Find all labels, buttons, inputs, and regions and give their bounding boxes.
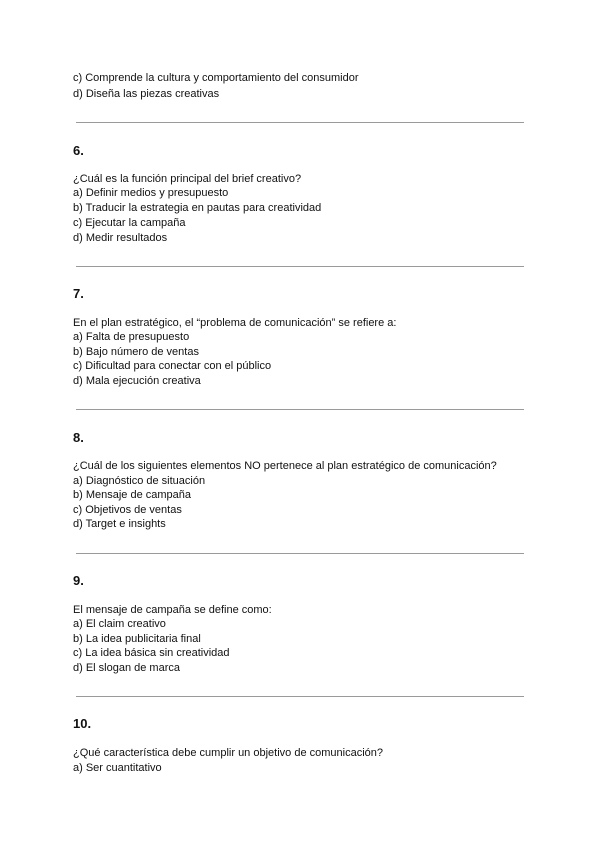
option-d: d) El slogan de marca bbox=[73, 662, 180, 674]
option-b: b) La idea publicitaria final bbox=[73, 633, 201, 645]
option-a: a) Falta de presupuesto bbox=[73, 331, 190, 343]
option-a: a) El claim creativo bbox=[73, 618, 166, 630]
question-number: 10. bbox=[73, 716, 92, 731]
question-prompt: ¿Qué característica debe cumplir un objetivo de comunicación? bbox=[73, 747, 383, 759]
option-d: d) Diseña las piezas creativas bbox=[73, 88, 220, 100]
option-c: c) Ejecutar la campaña bbox=[73, 217, 186, 229]
option-c: c) Dificultad para conectar con el público bbox=[73, 360, 272, 372]
question-number: 8. bbox=[73, 430, 84, 445]
option-b: b) Mensaje de campaña bbox=[73, 489, 192, 501]
question-number: 6. bbox=[73, 143, 84, 158]
option-d: d) Mala ejecución creativa bbox=[73, 375, 201, 387]
divider bbox=[76, 266, 524, 267]
question-prompt: En el plan estratégico, el “problema de comunicación” se refiere a: bbox=[73, 317, 397, 329]
option-a: a) Ser cuantitativo bbox=[73, 762, 162, 774]
divider bbox=[76, 122, 524, 123]
divider bbox=[76, 553, 524, 554]
option-a: a) Diagnóstico de situación bbox=[73, 475, 206, 487]
divider bbox=[76, 409, 524, 410]
option-b: b) Traducir la estrategia en pautas para creatividad bbox=[73, 202, 322, 214]
question-number: 9. bbox=[73, 573, 84, 588]
question-prompt: ¿Cuál de los siguientes elementos NO pertenece al plan estratégico de comunicación? bbox=[73, 460, 497, 472]
question-prompt: ¿Cuál es la función principal del brief creativo? bbox=[73, 173, 302, 185]
question-prompt: El mensaje de campaña se define como: bbox=[73, 604, 272, 616]
divider bbox=[76, 696, 524, 697]
option-a: a) Definir medios y presupuesto bbox=[73, 187, 229, 199]
option-c: c) Objetivos de ventas bbox=[73, 504, 182, 516]
question-number: 7. bbox=[73, 286, 84, 301]
option-c: c) Comprende la cultura y comportamiento del consumidor bbox=[73, 72, 359, 84]
option-b: b) Bajo número de ventas bbox=[73, 346, 199, 358]
option-d: d) Target e insights bbox=[73, 518, 166, 530]
option-d: d) Medir resultados bbox=[73, 232, 168, 244]
option-c: c) La idea básica sin creatividad bbox=[73, 647, 230, 659]
